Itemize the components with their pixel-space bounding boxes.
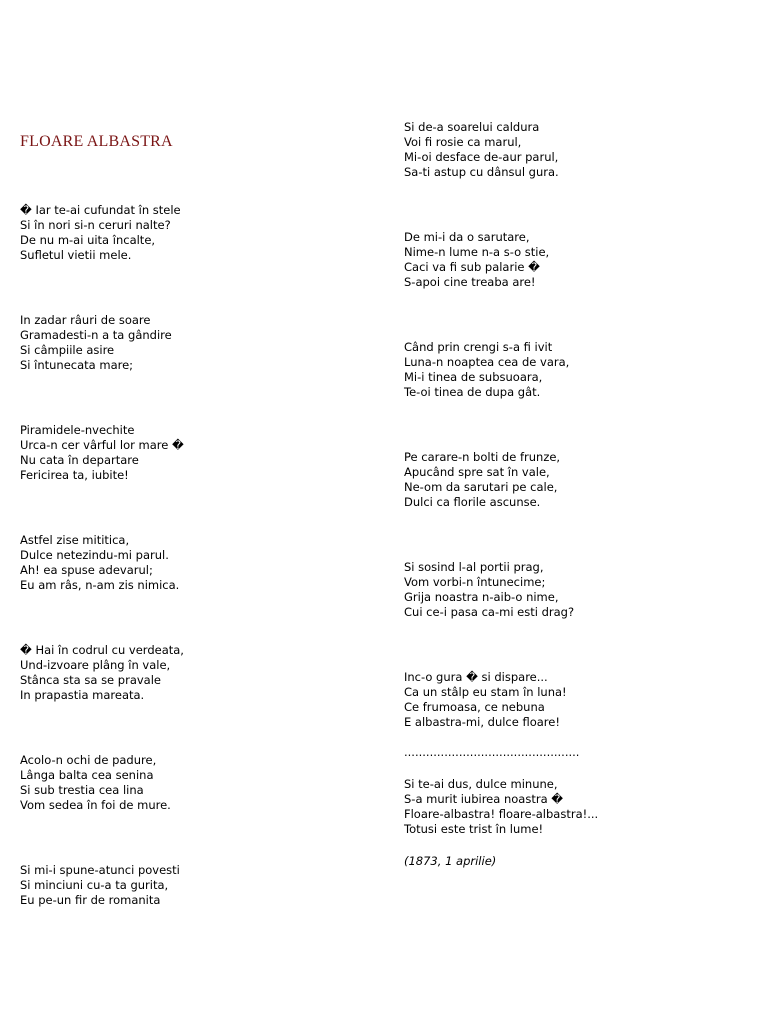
poem-line: Si sosind l-al portii prag, <box>404 560 544 574</box>
poem-line: Si câmpiile asire <box>20 343 115 357</box>
poem-line: Te-oi tinea de dupa gât. <box>404 385 541 399</box>
poem-line: In zadar râuri de soare <box>20 313 151 327</box>
poem-line: Luna-n noaptea cea de vara, <box>404 355 570 369</box>
poem-line: Mi-oi desface de-aur parul, <box>404 150 559 164</box>
poem-line: Vom vorbi-n întunecime; <box>404 575 546 589</box>
poem-line: Cui ce-i pasa ca-mi esti drag? <box>404 605 575 619</box>
poem-line: Floare-albastra! floare-albastra!... <box>404 807 599 821</box>
poem-line: Nime-n lume n-a s-o stie, <box>404 245 550 259</box>
poem-line: Si întunecata mare; <box>20 358 134 372</box>
poem-line: In prapastia mareata. <box>20 688 145 702</box>
poem-line: S-a murit iubirea noastra � <box>404 792 564 806</box>
poem-line: De nu m-ai uita încalte, <box>20 233 156 247</box>
stanza-right-1 <box>404 120 559 180</box>
poem-line: Apucând spre sat în vale, <box>404 465 550 479</box>
poem-line: Eu am râs, n-am zis nimica. <box>20 578 180 592</box>
stanza-left-3 <box>20 423 184 483</box>
stanza-left-6 <box>20 753 171 813</box>
poem-line: Si sub trestia cea lina <box>20 783 144 797</box>
poem-date: (1873, 1 aprilie) <box>404 854 497 868</box>
poem-line: Dulci ca florile ascunse. <box>404 495 541 509</box>
poem-line: Sufletul vietii mele. <box>20 248 132 262</box>
poem-line: Lânga balta cea senina <box>20 768 154 782</box>
poem-line: Ca un stâlp eu stam în luna! <box>404 685 567 699</box>
poem-line: Si te-ai dus, dulce minune, <box>404 777 558 791</box>
stanza-left-4 <box>20 533 179 593</box>
stanza-left-7 <box>20 863 180 908</box>
poem-line: Ah! ea spuse adevarul; <box>20 563 153 577</box>
poem-line: Si de-a soarelui caldura <box>404 120 540 134</box>
separator-dots: ................................................ <box>404 745 580 759</box>
poem-line: Acolo-n ochi de padure, <box>20 753 157 767</box>
stanza-right-4 <box>404 450 560 510</box>
poem-line: Sa-ti astup cu dânsul gura. <box>404 165 559 179</box>
poem-line: Piramidele-nvechite <box>20 423 135 437</box>
stanza-left-1 <box>20 203 181 263</box>
poem-line: S-apoi cine treaba are! <box>404 275 536 289</box>
poem-line: Eu pe-un fir de romanita <box>20 893 161 907</box>
poem-line: � Iar te-ai cufundat în stele <box>20 203 181 217</box>
poem-line: Totusi este trist în lume! <box>404 822 544 836</box>
stanza-right-3 <box>404 340 569 400</box>
stanza-right-6 <box>404 670 567 730</box>
poem-line: Gramadesti-n a ta gândire <box>20 328 172 342</box>
poem-line: Urca-n cer vârful lor mare � <box>20 438 184 452</box>
poem-line: Stânca sta sa se pravale <box>20 673 161 687</box>
poem-line: Caci va fi sub palarie � <box>404 260 540 274</box>
poem-line: Si mi-i spune-atunci povesti <box>20 863 180 877</box>
poem-line: Fericirea ta, iubite! <box>20 468 129 482</box>
poem-line: E albastra-mi, dulce floare! <box>404 715 560 729</box>
poem-line: � Hai în codrul cu verdeata, <box>20 643 184 657</box>
stanza-left-2 <box>20 313 172 373</box>
stanza-right-2 <box>404 230 549 290</box>
poem-line: Und-izvoare plâng în vale, <box>20 658 171 672</box>
stanza-right-7 <box>404 777 598 837</box>
poem-line: De mi-i da o sarutare, <box>404 230 530 244</box>
poem-line: Grija noastra n-aib-o nime, <box>404 590 559 604</box>
poem-line: Pe carare-n bolti de frunze, <box>404 450 561 464</box>
poem-line: Nu cata în departare <box>20 453 139 467</box>
poem-line: Ne-om da sarutari pe cale, <box>404 480 558 494</box>
poem-line: Astfel zise mititica, <box>20 533 130 547</box>
poem-line: Si în nori si-n ceruri nalte? <box>20 218 171 232</box>
poem-title: FLOARE ALBASTRA <box>20 133 173 150</box>
poem-line: Inc-o gura � si dispare... <box>404 670 548 684</box>
stanza-left-5 <box>20 643 184 703</box>
poem-line: Ce frumoasa, ce nebuna <box>404 700 545 714</box>
stanza-right-5 <box>404 560 574 620</box>
poem-line: Mi-i tinea de subsuoara, <box>404 370 543 384</box>
poem-line: Voi fi rosie ca marul, <box>404 135 522 149</box>
poem-line: Si minciuni cu-a ta gurita, <box>20 878 169 892</box>
poem-line: Dulce netezindu-mi parul. <box>20 548 169 562</box>
poem-line: Vom sedea în foi de mure. <box>20 798 171 812</box>
poem-line: Când prin crengi s-a fi ivit <box>404 340 553 354</box>
